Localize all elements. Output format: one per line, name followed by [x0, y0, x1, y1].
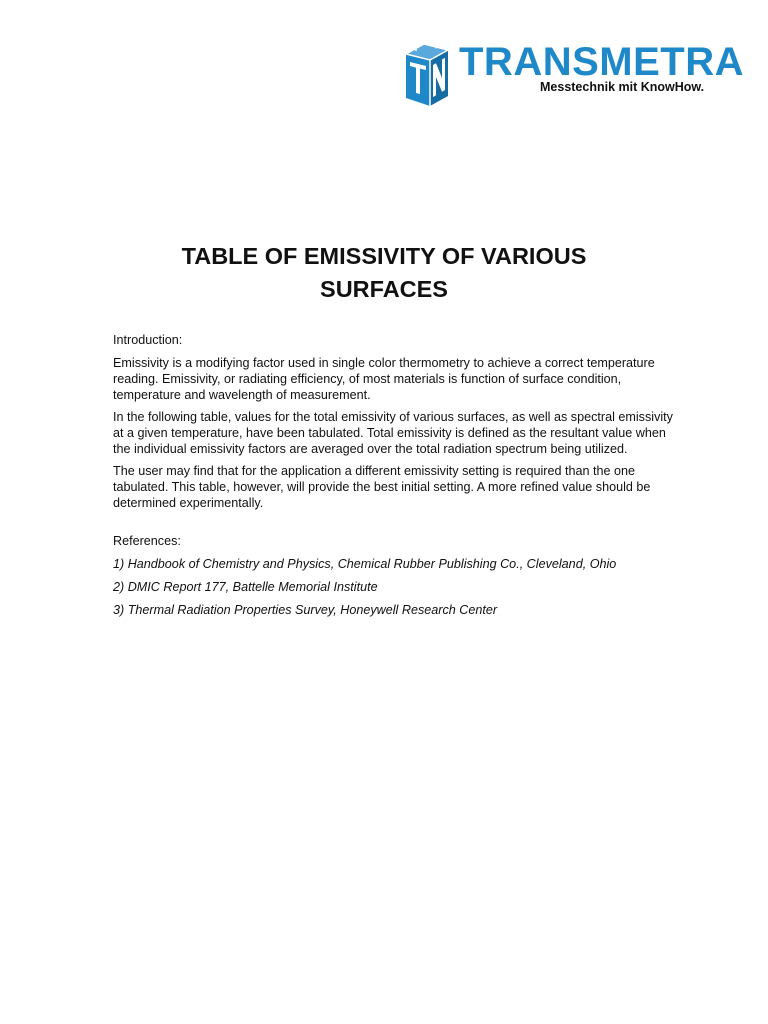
page-title-line-2: SURFACES [320, 276, 448, 302]
introduction-heading: Introduction: [113, 333, 183, 347]
page-title [0, 240, 768, 306]
logo-brand-name: TRANSMETRA [459, 40, 744, 84]
transmetra-cube-logo-icon [402, 40, 452, 110]
logo-tagline: Messtechnik mit KnowHow. [540, 80, 705, 94]
intro-paragraph-1: Emissivity is a modifying factor used in single color thermometry to achieve a correct temperature reading. Emissivity, or radiating efficiency, of most materials is function of surface condition, temperature and wavelength of measurement. [113, 356, 655, 402]
intro-paragraph-3: The user may find that for the application a different emissivity setting is required than the one tabulated. This table, however, will provide the best initial setting. A more refined value should be determined experimentally. [113, 464, 651, 510]
reference-item-3: 3) Thermal Radiation Properties Survey, Honeywell Research Center [113, 603, 498, 617]
intro-paragraph-2: In the following table, values for the total emissivity of various surfaces, as well as spectral emissivity at a given temperature, have been tabulated. Total emissivity is defined as the resultant value when the individual emissivity factors are averaged over the total radiation spectrum being utilized. [113, 410, 673, 456]
page-title-line-1: TABLE OF EMISSIVITY OF VARIOUS [181, 243, 587, 269]
reference-item-1: 1) Handbook of Chemistry and Physics, Chemical Rubber Publishing Co., Cleveland, Ohio [113, 557, 617, 571]
transmetra-logo [402, 40, 744, 112]
references-heading: References: [113, 534, 181, 548]
reference-item-2: 2) DMIC Report 177, Battelle Memorial Institute [113, 580, 378, 594]
document-body [113, 332, 673, 625]
